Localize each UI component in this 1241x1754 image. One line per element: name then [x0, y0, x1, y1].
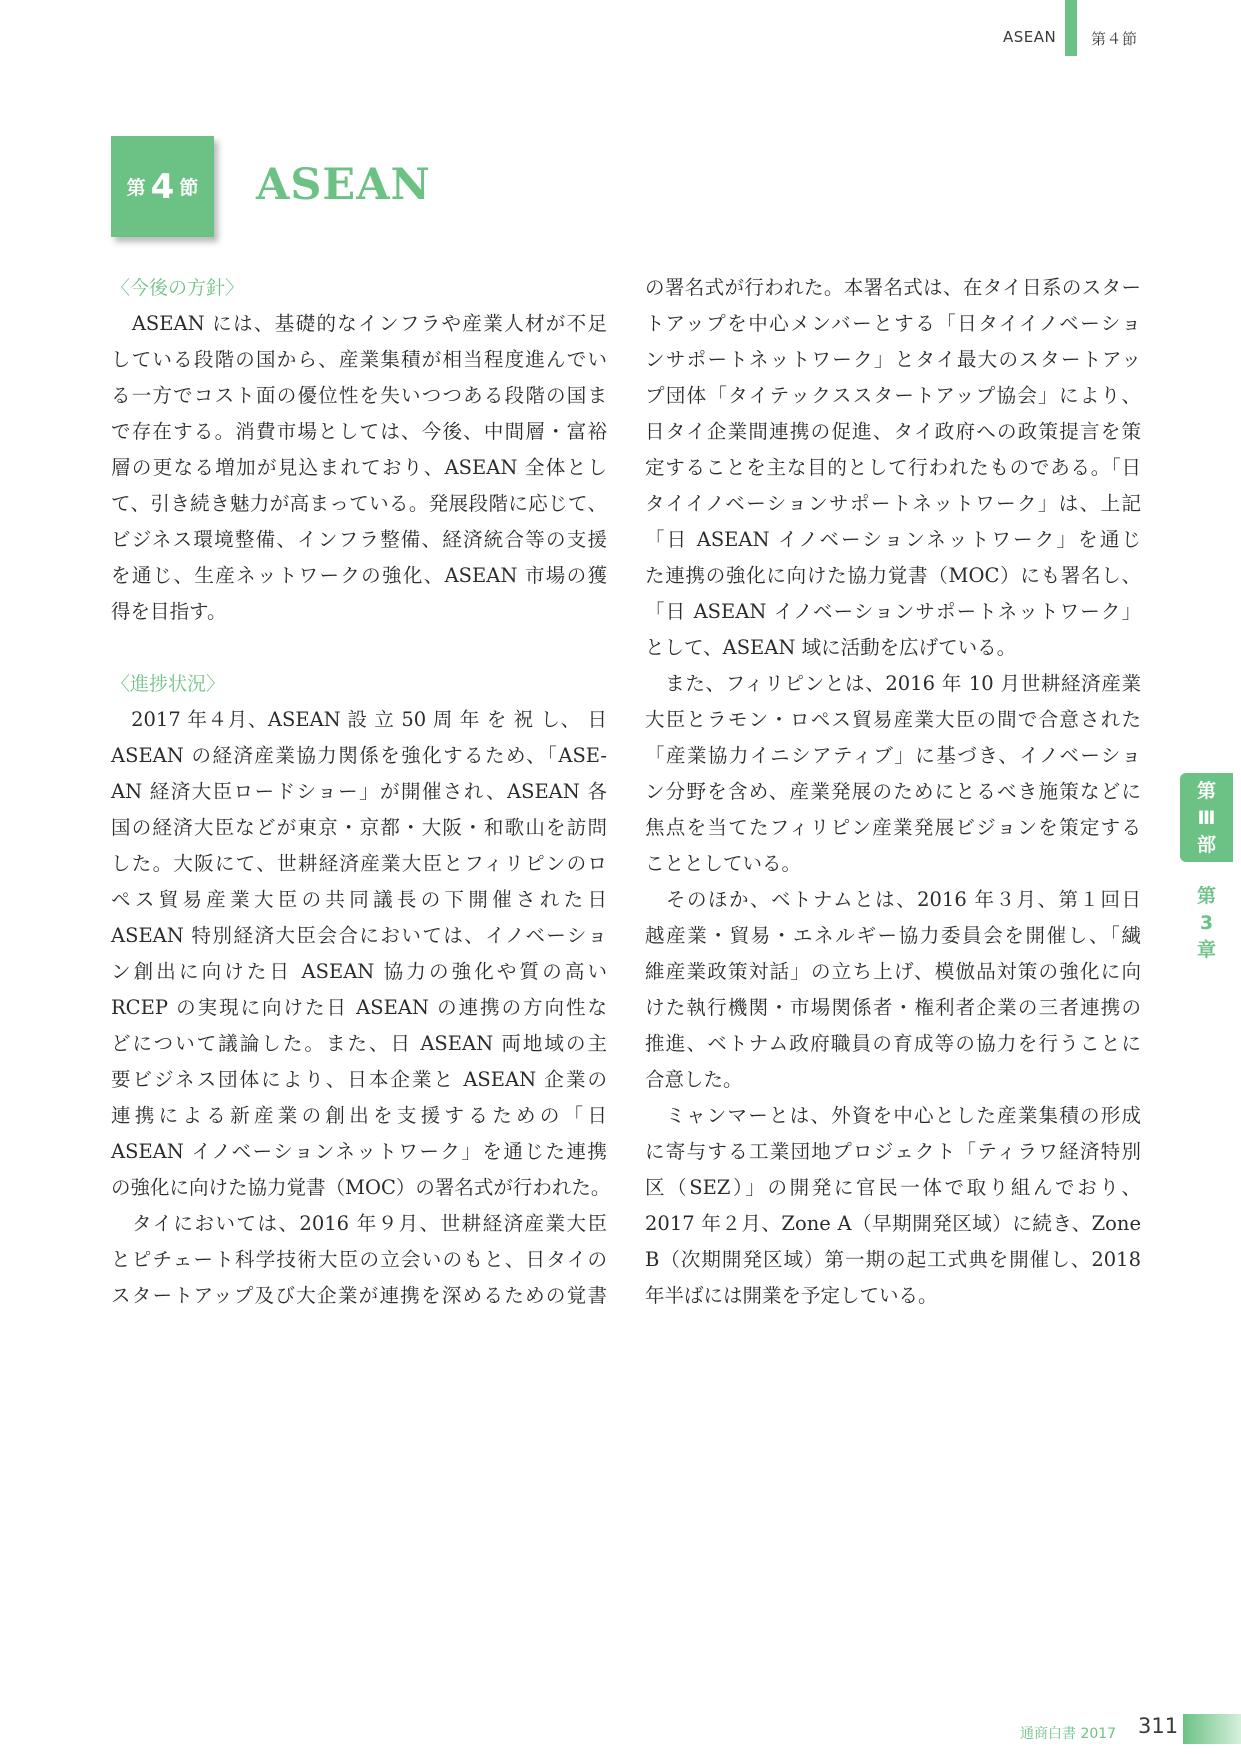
header-section: 第４節	[1091, 30, 1138, 48]
text-line: また、フィリピンとは、2016 年 10 月世耕経済産業	[645, 672, 1141, 695]
text-line: そのほか、ベトナムとは、2016 年３月、第１回日	[645, 888, 1141, 911]
paragraph-progress	[111, 702, 611, 1206]
text-line: で存在する。消費市場としては、今後、中間層・富裕	[111, 420, 607, 443]
text-line: ン分野を含め、産業発展のためにとるべき施策などに	[645, 780, 1141, 803]
text-line: している段階の国から、産業集積が相当程度進んでい	[111, 348, 607, 371]
text-line: ペス貿易産業大臣の共同議長の下開催された日	[111, 888, 607, 911]
text-line: 層の更なる増加が見込まれており、ASEAN 全体とし	[111, 456, 607, 479]
text-line: ASEAN には、基礎的なインフラや産業人材が不足	[111, 312, 607, 335]
text-line: として、ASEAN 域に活動を広げている。	[645, 636, 1017, 659]
text-line: RCEP の実現に向けた日 ASEAN の連携の方向性な	[111, 996, 607, 1019]
paragraph-myanmar	[645, 1098, 1141, 1314]
side-tab-part-char: Ⅲ	[1197, 807, 1216, 829]
paragraph-thailand-continued	[645, 270, 1141, 666]
text-line: の強化に向けた協力覚書（MOC）の署名式が行われた。	[111, 1176, 611, 1199]
paragraph-gap	[111, 630, 607, 666]
section-badge	[111, 136, 214, 237]
page-number: 311	[1138, 1714, 1179, 1738]
text-line: に寄与する工業団地プロジェクト「ティラワ経済特別	[645, 1140, 1141, 1163]
section-badge-suffix: 節	[179, 177, 199, 199]
text-line: こととしている。	[645, 852, 802, 875]
text-line: けた執行機関・市場関係者・権利者企業の三者連携の	[645, 996, 1141, 1019]
footer-publication-label: 通商白書 2017	[1020, 1726, 1117, 1742]
paragraph-vietnam	[645, 882, 1141, 1098]
side-tab-chapter-char: 第	[1196, 885, 1216, 907]
heading-future-policy: 〈今後の方針〉	[111, 277, 245, 299]
header-topic: ASEAN	[1003, 28, 1057, 46]
footer-accent-bar	[1183, 1714, 1241, 1744]
text-line: 得を目指す。	[111, 600, 227, 623]
side-tab-chapter	[1180, 883, 1233, 964]
right-column	[645, 270, 1141, 1314]
text-line: る一方でコスト面の優位性を失いつつある段階の国ま	[111, 384, 607, 407]
text-line: とピチェート科学技術大臣の立会いのもと、日タイの	[111, 1248, 607, 1271]
text-line: 年半ばには開業を予定している。	[645, 1284, 938, 1307]
text-line: を通じ、生産ネットワークの強化、ASEAN 市場の獲	[111, 564, 607, 587]
page-title: ASEAN	[256, 160, 431, 210]
text-line: ASEAN の経済産業協力関係を強化するため、「ASE-	[111, 744, 607, 767]
text-line: 維産業政策対話」の立ち上げ、模倣品対策の強化に向	[645, 960, 1141, 983]
text-line: ミャンマーとは、外資を中心とした産業集積の形成	[645, 1104, 1141, 1127]
text-line: ビジネス環境整備、インフラ整備、経済統合等の支援	[111, 528, 607, 551]
section-badge-prefix: 第	[126, 177, 146, 199]
text-line: ASEAN 特別経済大臣会合においては、イノベーショ	[111, 924, 607, 947]
text-line: ASEAN イノベーションネットワーク」を通じた連携	[111, 1140, 607, 1163]
side-tab-chapter-char: 章	[1196, 939, 1216, 961]
text-line: 越産業・貿易・エネルギー協力委員会を開催し、「繊	[645, 924, 1141, 947]
text-line: 2017 年４月、ASEAN 設 立 50 周 年 を 祝 し、 日	[111, 708, 607, 731]
paragraph-philippines	[645, 666, 1141, 882]
side-tab-part-char: 第	[1196, 780, 1216, 802]
text-line: 日タイ企業間連携の促進、タイ政府への政策提言を策	[645, 420, 1141, 443]
text-line: 区（SEZ）」の開発に官民一体で取り組んでおり、	[645, 1176, 1141, 1199]
text-line: 2017 年２月、Zone A（早期開発区域）に続き、Zone	[645, 1212, 1141, 1235]
text-line: 国の経済大臣などが東京・京都・大阪・和歌山を訪問	[111, 816, 607, 839]
text-line: て、引き続き魅力が高まっている。発展段階に応じて、	[111, 492, 607, 515]
text-line: タイにおいては、2016 年９月、世耕経済産業大臣	[111, 1212, 607, 1235]
text-line: 定することを主な目的として行われたものである。「日	[645, 456, 1141, 479]
heading-progress: 〈進捗状況〉	[111, 673, 226, 695]
text-line: ンサポートネットワーク」とタイ最大のスタートアッ	[645, 348, 1141, 371]
text-line: ン創出に向けた日 ASEAN 協力の強化や質の高い	[111, 960, 607, 983]
text-line: どについて議論した。また、日 ASEAN 両地域の主	[111, 1032, 607, 1055]
text-line: の署名式が行われた。本署名式は、在タイ日系のスター	[645, 276, 1141, 299]
text-line: 「日 ASEAN イノベーションサポートネットワーク」	[645, 600, 1141, 623]
text-line: 焦点を当てたフィリピン産業発展ビジョンを策定する	[645, 816, 1141, 839]
text-line: 要ビジネス団体により、日本企業と ASEAN 企業の	[111, 1068, 607, 1091]
text-line: 「日 ASEAN イノベーションネットワーク」を通じ	[645, 528, 1141, 551]
text-line: 合意した。	[645, 1068, 743, 1091]
text-line: AN 経済大臣ロードショー」が開催され、ASEAN 各	[111, 780, 607, 803]
text-line: タイイノベーションサポートネットワーク」は、上記	[645, 492, 1141, 515]
text-line: した。大阪にて、世耕経済産業大臣とフィリピンのロ	[111, 852, 607, 875]
text-line: た連携の強化に向けた協力覚書（MOC）にも署名し、	[645, 564, 1141, 587]
text-line: 推進、ベトナム政府職員の育成等の協力を行うことに	[645, 1032, 1141, 1055]
side-tab-part	[1180, 773, 1233, 862]
side-tab-part-char: 部	[1196, 834, 1216, 856]
text-line: 大臣とラモン・ロペス貿易産業大臣の間で合意された	[645, 708, 1141, 731]
text-line: プ団体「タイテックススタートアップ協会」により、	[645, 384, 1141, 407]
header-accent-bar	[1065, 0, 1077, 56]
paragraph-thailand	[111, 1206, 607, 1314]
paragraph-future-policy	[111, 306, 607, 630]
text-line: スタートアップ及び大企業が連携を深めるための覚書	[111, 1284, 607, 1307]
text-line: 連携による新産業の創出を支援するための「日	[111, 1104, 607, 1127]
text-line: 「産業協力イニシアティブ」に基づき、イノベーショ	[645, 744, 1141, 767]
left-column	[111, 270, 611, 1314]
text-line: B（次期開発区域）第一期の起工式典を開催し、2018	[645, 1248, 1141, 1271]
section-badge-number: 4	[150, 166, 175, 207]
side-tab-chapter-char: 3	[1199, 912, 1214, 934]
text-line: トアップを中心メンバーとする「日タイイノベーショ	[645, 312, 1141, 335]
